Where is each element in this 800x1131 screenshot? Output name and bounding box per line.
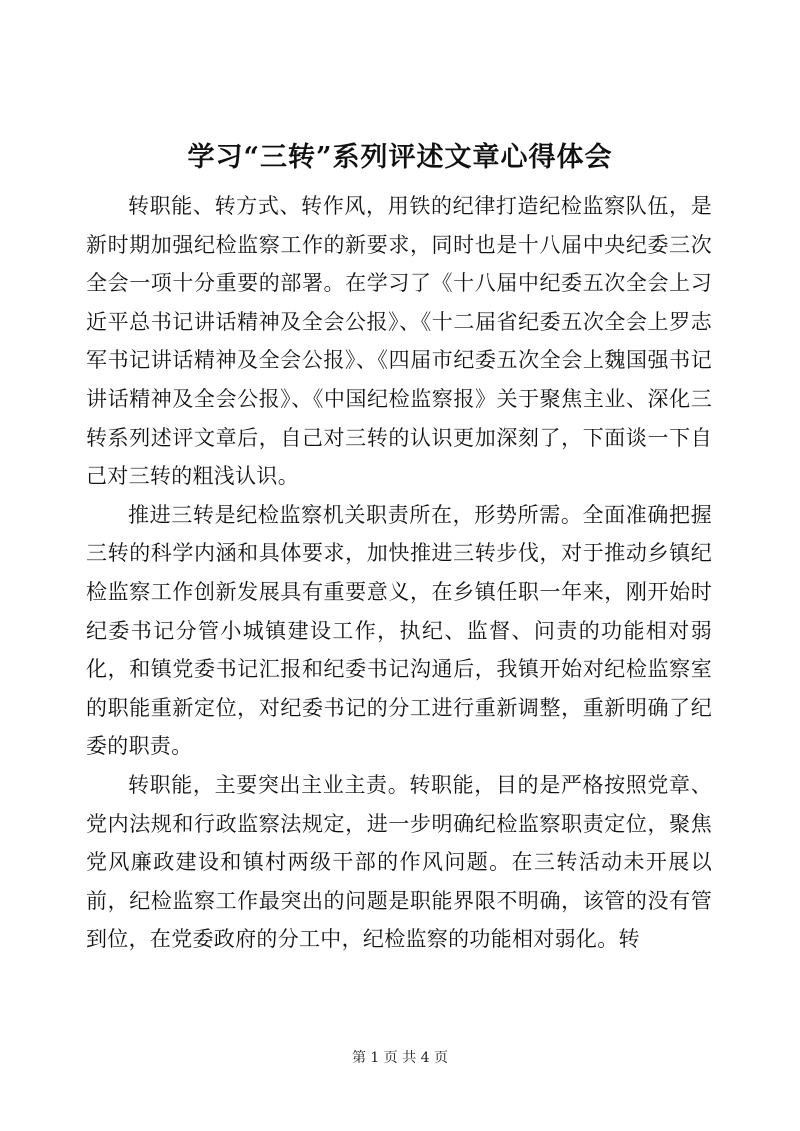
paragraph-2: 推进三转是纪检监察机关职责所在，形势所需。全面准确把握三转的科学内涵和具体要求，加快推进三转步伐，对于推动乡镇纪检监察工作创新发展具有重要意义，在乡镇任职一年来，刚开始时纪委书记分管小城镇建设工作，执纪、监督、问责的功能相对弱化，和镇党委书记汇报和纪委书记沟通后，我镇开始对纪检监察室的职能重新定位，对纪委书记的分工进行重新调整，重新明确了纪委的职责。 <box>86 502 712 759</box>
document-body <box>86 187 712 959</box>
paragraph-1: 转职能、转方式、转作风，用铁的纪律打造纪检监察队伍，是新时期加强纪检监察工作的新要求，同时也是十八届中央纪委三次全会一项十分重要的部署。在学习了《十八届中纪委五次全会上习近平总书记讲话精神及全会公报》、《十二届省纪委五次全会上罗志军书记讲话精神及全会公报》、《四届市纪委五次全会上魏国强书记讲话精神及全会公报》、《中国纪检监察报》关于聚焦主业、深化三转系列述评文章后，自己对三转的认识更加深刻了，下面谈一下自己对三转的粗浅认识。 <box>86 194 712 489</box>
document-title: 学习“三转”系列评述文章心得体会 <box>187 142 613 173</box>
page-footer: 第 1 页 共 4 页 <box>351 1050 449 1066</box>
paragraph-3: 转职能，主要突出主业主责。转职能，目的是严格按照党章、党内法规和行政监察法规定，进一步明确纪检监察职责定位，聚焦党风廉政建设和镇村两级干部的作风问题。在三转活动未开展以前，纪检监察工作最突出的问题是职能界限不明确，该管的没有管到位，在党委政府的分工中，纪检监察的功能相对弱化。转 <box>86 772 712 952</box>
